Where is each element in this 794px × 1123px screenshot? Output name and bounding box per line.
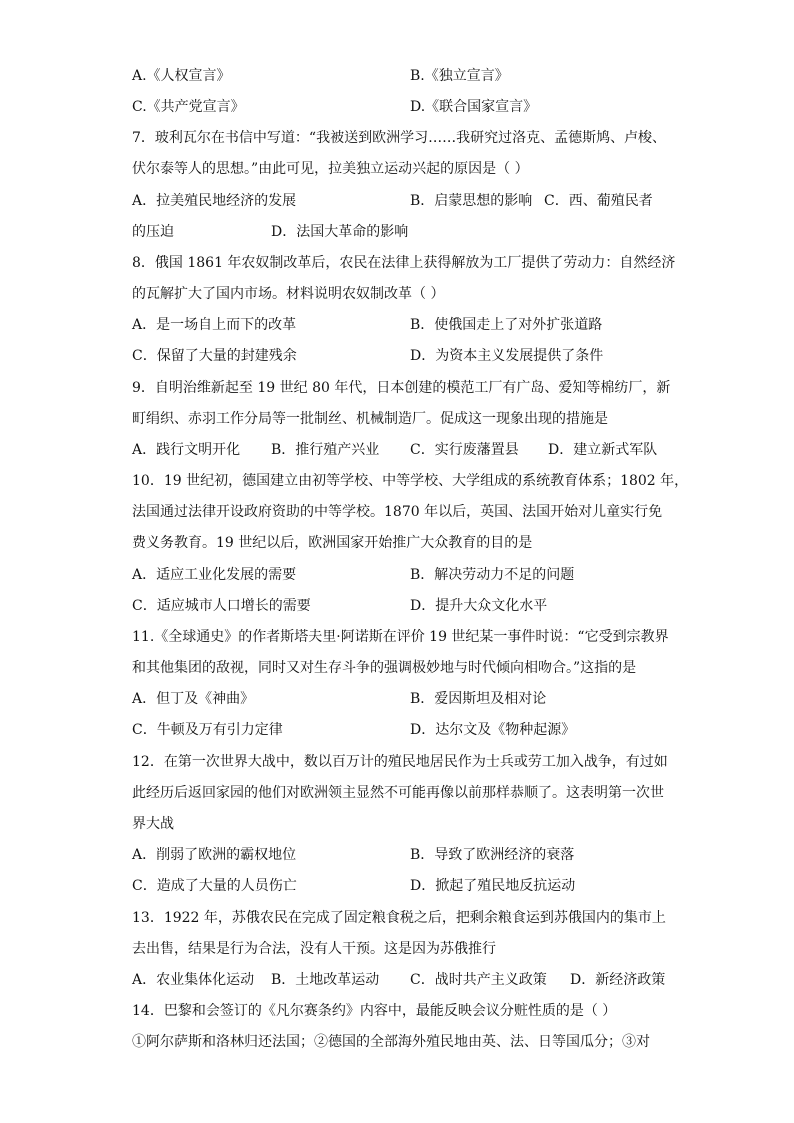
q7-option-b: B．启蒙思想的影响 bbox=[410, 193, 533, 209]
q8-option-c: C．保留了大量的封建残余 bbox=[132, 348, 297, 364]
q12-stem-line-3: 界大战 bbox=[132, 816, 174, 832]
q7-stem-line-1: 7．玻利瓦尔在书信中写道：“我被送到欧洲学习……我研究过洛克、孟德斯鸠、卢梭、 bbox=[132, 130, 667, 146]
q7-option-a: A．拉美殖民地经济的发展 bbox=[132, 193, 297, 209]
q13-stem-line-1: 13．1922 年，苏俄农民在完成了固定粮食税之后，把剩余粮食运到苏俄国内的集市上 bbox=[132, 910, 666, 926]
q8-option-a: A．是一场自上而下的改革 bbox=[132, 317, 297, 333]
q12-stem-line-2: 此经历后返回家园的他们对欧洲领主显然不可能再像以前那样恭顺了。这表明第一次世 bbox=[132, 785, 664, 801]
q13-option-d: D．新经济政策 bbox=[570, 972, 666, 988]
q12-option-a: A．削弱了欧洲的霸权地位 bbox=[132, 847, 297, 863]
q11-option-d: D．达尔文及《物种起源》 bbox=[410, 722, 576, 738]
q11-option-a: A．但丁及《神曲》 bbox=[132, 691, 255, 707]
q9-stem-line-2: 町绢织、赤羽工作分局等一批制丝、机械制造厂。促成这一现象出现的措施是 bbox=[132, 411, 608, 427]
q12-option-c: C．造成了大量的人员伤亡 bbox=[132, 878, 297, 894]
q13-option-b: B．土地改革运动 bbox=[271, 972, 380, 988]
q8-stem-line-1: 8．俄国 1861 年农奴制改革后，农民在法律上获得解放为工厂提供了劳动力：自然经济 bbox=[132, 255, 676, 271]
q7-option-c-cont: 的压迫 bbox=[132, 224, 174, 240]
q8-stem-line-2: 的瓦解扩大了国内市场。材料说明农奴制改革（ ） bbox=[132, 286, 445, 302]
q13-stem-line-2: 去出售，结果是行为合法，没有人干预。这是因为苏俄推行 bbox=[132, 941, 496, 957]
q11-option-b: B．爱因斯坦及相对论 bbox=[410, 691, 547, 707]
q8-option-b: B．使俄国走上了对外扩张道路 bbox=[410, 317, 603, 333]
q14-stem-line-2: ①阿尔萨斯和洛林归还法国；②德国的全部海外殖民地由英、法、日等国瓜分；③对 bbox=[132, 1034, 650, 1050]
q13-option-c: C．战时共产主义政策 bbox=[410, 972, 547, 988]
q9-option-b: B．推行殖产兴业 bbox=[271, 442, 380, 458]
q10-option-a: A．适应工业化发展的需要 bbox=[132, 567, 297, 583]
q14-stem-line-1: 14．巴黎和会签订的《凡尔赛条约》内容中，最能反映会议分赃性质的是（ ） bbox=[132, 1003, 617, 1019]
q7-option-d: D．法国大革命的影响 bbox=[271, 224, 409, 240]
q12-stem-line-1: 12．在第一次世界大战中，数以百万计的殖民地居民作为士兵或劳工加入战争，有过如 bbox=[132, 754, 668, 770]
q9-option-a: A．践行文明开化 bbox=[132, 442, 241, 458]
q13-option-a: A．农业集体化运动 bbox=[132, 972, 255, 988]
q9-option-c: C．实行废藩置县 bbox=[410, 442, 519, 458]
q10-option-b: B．解决劳动力不足的问题 bbox=[410, 567, 575, 583]
q10-stem-line-1: 10．19 世纪初，德国建立由初等学校、中等学校、大学组成的系统教育体系；1802 年， bbox=[132, 473, 689, 489]
q11-option-c: C．牛顿及万有引力定律 bbox=[132, 722, 283, 738]
q12-option-b: B．导致了欧洲经济的衰落 bbox=[410, 847, 575, 863]
q6-option-b: B.《独立宣言》 bbox=[410, 68, 509, 84]
q6-option-a: A.《人权宣言》 bbox=[132, 68, 231, 84]
q7-stem-line-2: 伏尔泰等人的思想。”由此可见，拉美独立运动兴起的原因是（ ） bbox=[132, 161, 529, 177]
q6-option-d: D.《联合国家宣言》 bbox=[410, 99, 538, 115]
q10-stem-line-2: 法国通过法律开设政府资助的中等学校。1870 年以后，英国、法国开始对儿童实行免 bbox=[132, 504, 663, 520]
q10-option-d: D．提升大众文化水平 bbox=[410, 598, 548, 614]
q7-option-c: C．西、葡殖民者 bbox=[544, 193, 653, 209]
q10-option-c: C．适应城市人口增长的需要 bbox=[132, 598, 311, 614]
q8-option-d: D．为资本主义发展提供了条件 bbox=[410, 348, 604, 364]
q9-stem-line-1: 9．自明治维新起至 19 世纪 80 年代，日本创建的模范工厂有广岛、爱知等棉纺厂，新 bbox=[132, 380, 671, 396]
q11-stem-line-1: 11.《全球通史》的作者斯塔夫里·阿诺斯在评价 19 世纪某一事件时说：“它受到宗教界 bbox=[132, 629, 669, 645]
q9-option-d: D．建立新式军队 bbox=[548, 442, 658, 458]
q10-stem-line-3: 费义务教育。19 世纪以后，欧洲国家开始推广大众教育的目的是 bbox=[132, 535, 533, 551]
q12-option-d: D．掀起了殖民地反抗运动 bbox=[410, 878, 576, 894]
q11-stem-line-2: 和其他集团的敌视，同时又对生存斗争的强调极妙地与时代倾向相吻合。”这指的是 bbox=[132, 660, 637, 676]
q6-option-c: C.《共产党宣言》 bbox=[132, 99, 245, 115]
